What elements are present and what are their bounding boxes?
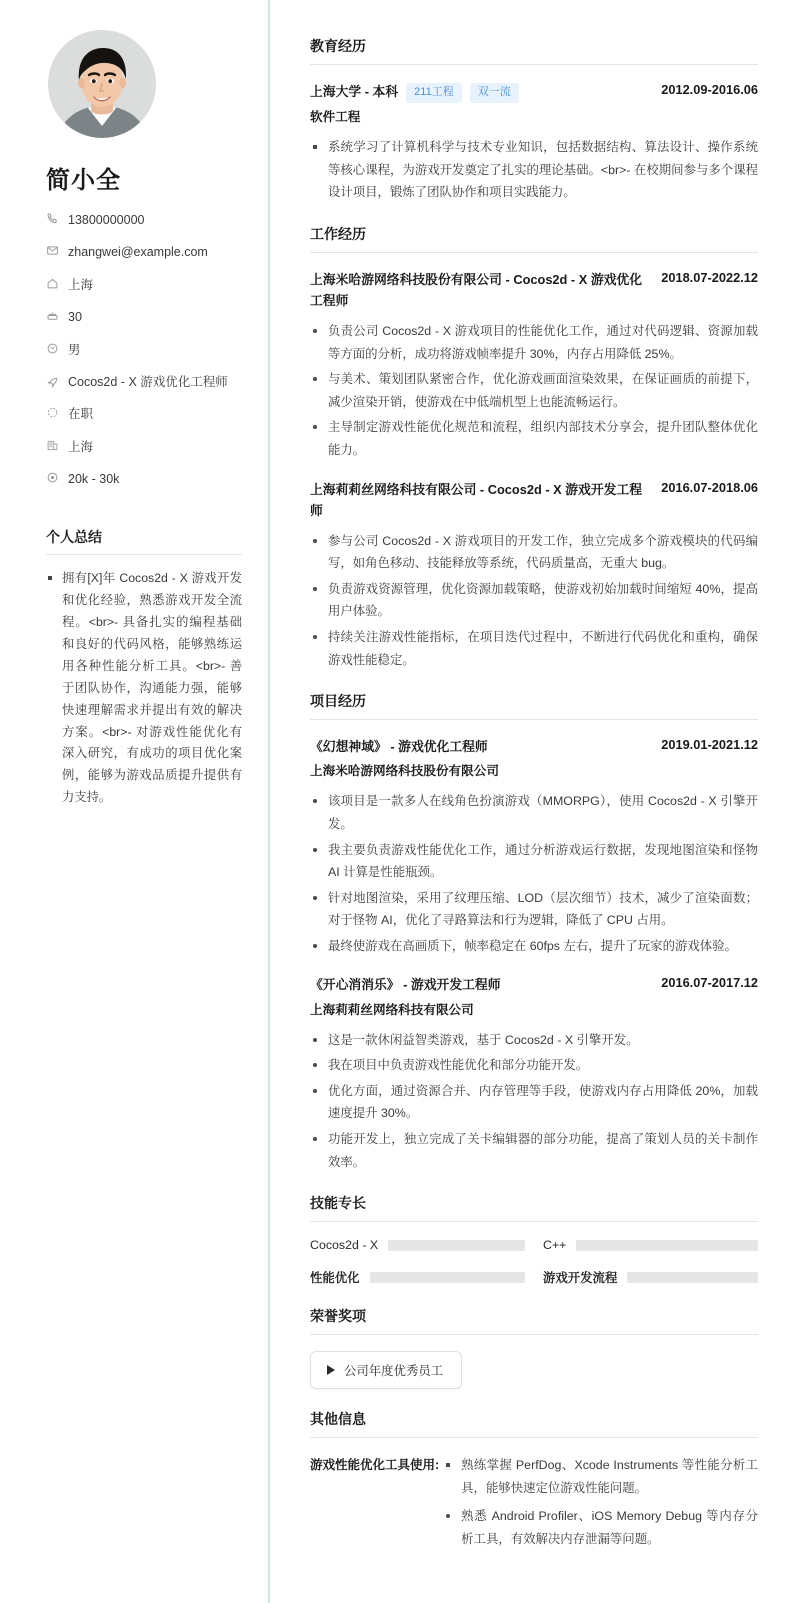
project-bullet: 这是一款休闲益智类游戏，基于 Cocos2d - X 引擎开发。 <box>310 1029 758 1052</box>
section-skills <box>310 1193 758 1286</box>
contact-row-position <box>46 373 242 392</box>
project-bullet: 最终使游戏在高画质下，帧率稳定在 60fps 左右，提升了玩家的游戏体验。 <box>310 935 758 958</box>
section-title-work: 工作经历 <box>310 224 758 253</box>
skill-progress-track <box>627 1272 758 1283</box>
project-company: 上海莉莉丝网络科技有限公司 <box>310 1002 474 1017</box>
contact-row-gender <box>46 341 242 360</box>
skill-label: 游戏开发流程 <box>543 1271 618 1286</box>
main-column <box>270 0 794 1603</box>
building-icon <box>46 439 68 452</box>
project-bullet: 优化方面，通过资源合并、内存管理等手段，使游戏内存占用降低 20%，加载速度提升 30%。 <box>310 1080 758 1125</box>
contact-row-status <box>46 405 242 424</box>
skill-label: 性能优化 <box>310 1271 360 1286</box>
honor-chip[interactable] <box>310 1351 462 1389</box>
work-date: 2016.07-2018.06 <box>661 479 758 495</box>
education-entry-head <box>310 81 758 103</box>
project-bullet: 我主要负责游戏性能优化工作，通过分析游戏运行数据，发现地图渲染和怪物 AI 计算是性能瓶颈。 <box>310 839 758 884</box>
work-bullet: 负责公司 Cocos2d - X 游戏项目的性能优化工作，通过对代码逻辑、资源加载等方面的分析，成功将游戏帧率提升 30%，内存占用降低 25%。 <box>310 320 758 365</box>
home-icon <box>46 277 68 290</box>
gender-icon <box>46 342 68 355</box>
skill-progress-track <box>388 1240 525 1251</box>
section-title-honors: 荣誉奖项 <box>310 1306 758 1335</box>
summary-body <box>46 568 242 809</box>
contact-info-list <box>46 211 242 489</box>
contact-row-age <box>46 308 242 327</box>
education-bullet: 系统学习了计算机科学与技术专业知识，包括数据结构、算法设计、操作系统等核心课程，为游戏开发奠定了扎实的理论基础。<br>- 在校期间参与多个课程设计项目，锻炼了团队协作和项目实践能力。 <box>310 136 758 204</box>
contact-row-salary <box>46 470 242 489</box>
section-title-other-info: 其他信息 <box>310 1409 758 1438</box>
education-entry <box>310 81 758 204</box>
project-bullet: 功能开发上，独立完成了关卡编辑器的部分功能，提高了策划人员的关卡制作效率。 <box>310 1128 758 1173</box>
project-date: 2016.07-2017.12 <box>661 975 758 991</box>
section-work <box>310 224 758 671</box>
salary-icon <box>46 471 68 484</box>
work-entry <box>310 269 758 462</box>
work-bullets <box>310 530 758 671</box>
contact-value-salary: 20k - 30k <box>68 472 120 486</box>
status-icon <box>46 406 68 419</box>
work-entry <box>310 479 758 672</box>
other-info-label: 游戏性能优化工具使用: <box>310 1458 440 1473</box>
other-info-bullet: 熟练掌握 PerfDog、Xcode Instruments 等性能分析工具，能够快速定位游戏性能问题。 <box>443 1454 758 1499</box>
other-info-row <box>310 1454 758 1556</box>
section-title-skills: 技能专长 <box>310 1193 758 1222</box>
other-info-body <box>439 1454 758 1556</box>
work-entry-head <box>310 269 758 311</box>
other-info-bullet: 熟悉 Android Profiler、iOS Memory Debug 等内存分析工具，有效解决内存泄漏等问题。 <box>443 1505 758 1550</box>
project-bullets <box>310 1029 758 1173</box>
work-entry-head <box>310 479 758 521</box>
contact-value-city: 上海 <box>68 277 94 292</box>
work-bullet: 负责游戏资源管理，优化资源加载策略，使游戏初始加载时间缩短 40%，提高用户体验。 <box>310 578 758 623</box>
contact-value-age: 30 <box>68 310 82 325</box>
section-projects <box>310 691 758 1173</box>
section-honors <box>310 1306 758 1389</box>
envelope-icon <box>46 244 68 257</box>
summary-section-title: 个人总结 <box>46 527 242 555</box>
section-title-projects: 项目经历 <box>310 691 758 720</box>
work-title: 上海莉莉丝网络科技有限公司 - Cocos2d - X 游戏开发工程师 <box>310 481 643 518</box>
contact-value-phone: 13800000000 <box>68 213 145 227</box>
project-bullets <box>310 790 758 957</box>
work-bullets <box>310 320 758 461</box>
avatar <box>48 30 156 138</box>
contact-value-email: zhangwei@example.com <box>68 245 208 260</box>
skill-item <box>543 1238 758 1252</box>
skill-item <box>543 1268 758 1286</box>
honor-list <box>310 1351 758 1389</box>
project-entry-head <box>310 736 758 757</box>
contact-row-email <box>46 243 242 262</box>
work-title: 上海米哈游网络科技股份有限公司 - Cocos2d - X 游戏优化工程师 <box>310 271 643 308</box>
project-company: 上海米哈游网络科技股份有限公司 <box>310 764 499 779</box>
skill-progress-track <box>370 1272 525 1283</box>
education-school-line <box>310 81 647 103</box>
project-date: 2019.01-2021.12 <box>661 737 758 753</box>
project-title: 《开心消消乐》 - 游戏开发工程师 <box>310 977 501 993</box>
play-triangle-icon <box>327 1365 335 1375</box>
project-bullet: 该项目是一款多人在线角色扮演游戏（MMORPG），使用 Cocos2d - X 引擎开发。 <box>310 790 758 835</box>
project-bullet: 针对地图渲染，采用了纹理压缩、LOD（层次细节）技术，减少了渲染面数；对于怪物 AI，优化了寻路算法和行为逻辑，降低了 CPU 占用。 <box>310 887 758 932</box>
contact-value-gender: 男 <box>68 342 81 357</box>
work-bullet: 持续关注游戏性能指标，在项目迭代过程中，不断进行代码优化和重构，确保游戏性能稳定。 <box>310 626 758 671</box>
full-name: 简小全 <box>46 167 121 194</box>
project-entry <box>310 974 758 1173</box>
skill-label: C++ <box>543 1238 567 1253</box>
education-school: 上海大学 - 本科 <box>310 84 399 99</box>
skills-grid <box>310 1238 758 1286</box>
skill-item <box>310 1238 525 1252</box>
project-title: 《幻想神域》 - 游戏优化工程师 <box>310 739 488 755</box>
contact-value-position: Cocos2d - X 游戏优化工程师 <box>68 374 228 389</box>
honor-label: 公司年度优秀员工 <box>344 1364 444 1379</box>
education-tag-211: 211工程 <box>406 83 462 103</box>
work-date: 2018.07-2022.12 <box>661 269 758 285</box>
contact-row-city <box>46 276 242 295</box>
work-bullet: 与美术、策划团队紧密合作，优化游戏画面渲染效果，在保证画质的前提下，减少渲染开销，使游戏在中低端机型上也能流畅运行。 <box>310 368 758 413</box>
work-bullet: 主导制定游戏性能优化规范和流程，组织内部技术分享会，提升团队整体优化能力。 <box>310 416 758 461</box>
education-major: 软件工程 <box>310 109 361 124</box>
sidebar <box>0 0 270 1603</box>
contact-row-phone <box>46 211 242 230</box>
contact-row-workplace <box>46 438 242 457</box>
avatar-wrap <box>44 30 242 138</box>
phone-icon <box>46 212 68 225</box>
section-other-info <box>310 1409 758 1556</box>
skill-progress-track <box>576 1240 758 1251</box>
education-tag-shuangyiliu: 双一流 <box>470 83 519 103</box>
project-entry <box>310 736 758 957</box>
work-bullet: 参与公司 Cocos2d - X 游戏项目的开发工作，独立完成多个游戏模块的代码编写，如角色移动、技能释放等系统，代码质量高，无重大 bug。 <box>310 530 758 575</box>
section-education <box>310 36 758 204</box>
contact-value-status: 在职 <box>68 407 94 422</box>
rocket-icon <box>46 376 68 389</box>
skill-item <box>310 1268 525 1286</box>
cake-icon <box>46 309 68 322</box>
education-bullets <box>310 136 758 204</box>
contact-value-workplace: 上海 <box>68 439 94 454</box>
project-entry-head <box>310 974 758 995</box>
education-date: 2012.09-2016.06 <box>661 82 758 97</box>
section-title-education: 教育经历 <box>310 36 758 65</box>
skill-label: Cocos2d - X <box>310 1238 379 1253</box>
summary-text: 拥有[X]年 Cocos2d - X 游戏开发和优化经验，熟悉游戏开发全流程。<br>- 具备扎实的编程基础和良好的代码风格，能够熟练运用各种性能分析工具。<br>- 善于团队协作，沟通能力强，能够快速理解需求并提出有效的解决方案。<br>- 对游戏性能优化有深入研究，有成功的项目优化案例，能够为游戏品质提升提供有力支持。 <box>46 568 242 809</box>
project-bullet: 我在项目中负责游戏性能优化和部分功能开发。 <box>310 1054 758 1077</box>
